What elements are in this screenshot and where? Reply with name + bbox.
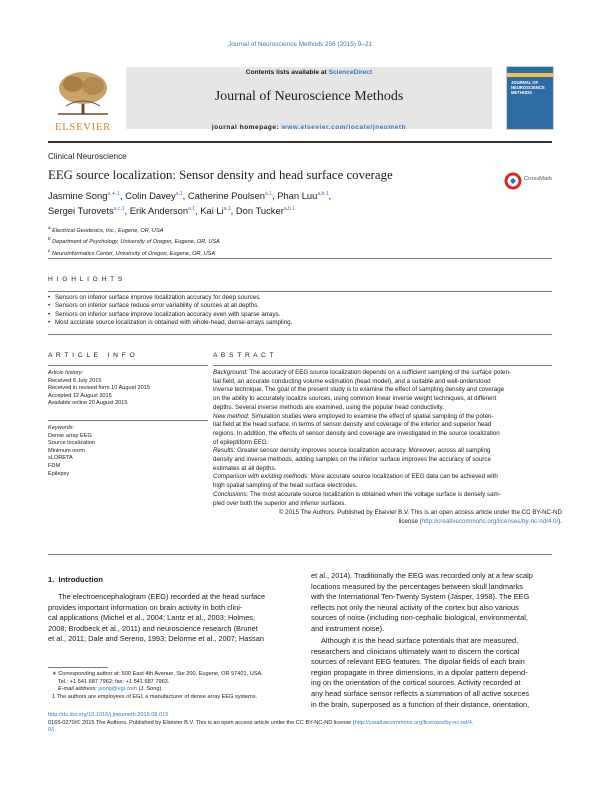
author-name: Sergei Turovets	[48, 205, 114, 216]
author-name: Jasmine Song	[48, 190, 108, 201]
contents-line	[126, 69, 492, 76]
abstract-line: depths. Several inverse methods are examined, using the popular head conductivity.	[213, 403, 445, 411]
abstract-line: inverse technique. The goal of the present study is to examine the effect of sampling density and coverage	[213, 386, 505, 394]
keyword-item: Dense array EEG	[48, 432, 92, 439]
highlights-list	[48, 294, 552, 328]
keyword-item: Source localization	[48, 440, 95, 447]
affiliation-item: $^c$ NeuroInformatics Center, University of Oregon, Eugene, OR, USA	[48, 247, 216, 257]
author-sep: ,	[195, 205, 201, 216]
article-info-heading: A R T I C L E I N F O	[48, 352, 136, 359]
abstract-line: high spatial sampling of the head surface electrodes.	[213, 482, 358, 490]
keyword-item: FDM	[48, 462, 61, 469]
footnote-phone: Tel.: +1 541 687 7962; fax: +1 541 687 7963.	[58, 678, 170, 685]
elsevier-logo	[48, 66, 118, 133]
abstract-line: Conclusions: The most accurate source localization is obtained when the voltage surface is densely sam-	[213, 490, 501, 498]
keywords-label: Keywords:	[48, 425, 75, 431]
abstract-line: on the ability to accurately localize sources, using common linear inverse weight techniques, at different	[213, 395, 497, 403]
homepage-line	[126, 124, 492, 131]
article-history	[48, 370, 208, 408]
author-sup[interactable]: a,b,1	[317, 190, 329, 197]
history-item: Available online 20 August 2015	[48, 400, 128, 407]
abstract-line: New method: Simulation studies were employed to examine the effect of spatial sampling of the poten-	[213, 412, 494, 420]
intro-left-paragraph	[48, 592, 299, 645]
author-sup[interactable]: a,1	[265, 190, 272, 197]
homepage-label: journal homepage:	[211, 124, 282, 131]
abstract-bottom-rule	[48, 554, 552, 555]
body-line: region propagate in three dimensions, in a dipolar pattern depend-	[311, 667, 528, 677]
homepage-url[interactable]: www.elsevier.com/locate/jneumeth	[281, 124, 407, 131]
doi-link[interactable]: http://dx.doi.org/10.1016/j.jneumeth.2015.08.015	[48, 712, 169, 718]
body-line: sources of relevant EEG features. The dipolar fields of each brain	[311, 657, 525, 667]
elsevier-tree-icon	[48, 66, 118, 118]
article-info-rule	[48, 365, 208, 366]
sciencedirect-link[interactable]: ScienceDirect	[328, 69, 373, 76]
footnote-corresponding: ∗ Corresponding author at: 500 East 4th Avenue, Ste 200, Eugene, OR 97401, USA.	[52, 671, 263, 677]
author-sep: ,	[271, 190, 278, 201]
author-sep: ,	[182, 190, 188, 201]
history-item: Received 6 July 2015	[48, 377, 102, 384]
author-name: Colin Davey	[125, 190, 176, 201]
body-line: et al., 2011; Dale and Sereno, 1993; Delorme et al., 2007; Hassan	[48, 634, 264, 644]
body-line: with the International Ten-Twenty System (Jasper, 1958). The EEG	[311, 592, 530, 602]
author-sup[interactable]: a,c,1	[113, 205, 125, 212]
body-line: 2008; Brodbeck et al., 2011) and neuroscience research (Brunet	[48, 623, 258, 633]
author-sep: ,	[230, 205, 236, 216]
author-name: Don Tucker	[235, 205, 284, 216]
journal-cover	[506, 66, 554, 130]
footer-license-link[interactable]: http://creativecommons.org/licenses/by-nc-nd/4.	[354, 719, 474, 726]
crossmark-label: CrossMark	[524, 176, 553, 182]
abstract-line: of epileptiform EEG.	[213, 438, 269, 446]
author-sup[interactable]: a,1	[223, 205, 231, 212]
email-link[interactable]: jsong@egi.com	[98, 686, 138, 693]
crossmark-icon[interactable]	[504, 172, 522, 190]
abstract-line: Background: The accuracy of EEG source localization depends on a sufficient sampling of the surface poten-	[213, 369, 511, 376]
footnote-rule	[48, 667, 108, 668]
body-line: sources of noise (including non-cephalic biological, environmental,	[311, 613, 528, 623]
abstract-line: density and inverse methods, adding samples on the inferior surface improves the accuracy of source	[213, 456, 491, 464]
footer	[48, 712, 553, 735]
keyword-item: Minimum norm	[48, 447, 85, 454]
cover-stripe	[507, 73, 553, 77]
author-name: Catherine Poulsen	[187, 190, 266, 201]
keywords	[48, 425, 208, 478]
author-sup[interactable]: a,b,1	[283, 205, 295, 212]
history-rule	[48, 420, 208, 421]
affiliation-item: $^a$ Electrical Geodesics, Inc., Eugene, OR, USA	[48, 225, 164, 234]
intro-right-paragraph-2	[311, 636, 553, 710]
footnote-note1: 1 The authors are employees of EGI, a manufacturer of dense array EEG systems.	[52, 693, 258, 700]
body-line: locations measured by the percentages between skull landmarks	[311, 581, 523, 591]
footnote-email: E-mail address: jsong@egi.com (J. Song).	[58, 686, 163, 693]
body-line: ing on the orientation of the cortical sources. Activity recorded at	[311, 678, 521, 688]
body-line: Although it is the head surface potentials that are measured,	[321, 636, 519, 645]
intro-right-paragraph-1	[311, 571, 553, 635]
authors-line-2	[48, 205, 295, 216]
elsevier-wordmark: ELSEVIER	[55, 122, 111, 133]
introduction-heading: 1. Introduction	[48, 575, 103, 584]
author-sep: ,	[124, 205, 130, 216]
cover-title: JOURNAL OF NEUROSCIENCE METHODS	[511, 80, 545, 96]
author-sep: ,	[328, 190, 332, 201]
header-rule	[48, 141, 552, 143]
abstract-line: tial field, an accurate conducting volume estimation (head model), and a suitable and well-understood	[213, 377, 491, 385]
license-link[interactable]: http://creativecommons.org/licenses/by-nc-nd/4.0/	[421, 517, 559, 525]
affiliation-item: $^b$ Department of Psychology, University of Oregon, Eugene, OR, USA	[48, 236, 220, 246]
keyword-item: sLORETA	[48, 455, 73, 462]
author-name: Kai Li	[200, 205, 224, 216]
author-name: Phan Luu	[277, 190, 318, 201]
journal-citation[interactable]: Journal of Neuroscience Methods 256 (2015) 9–21	[228, 41, 372, 48]
body-line: et al., 2014). Traditionally the EEG was recorded only at a few scalp	[311, 571, 533, 580]
highlight-item: • Most accurate source localization is obtained with whole-head, dense-arrays sampling.	[48, 319, 552, 327]
abstract-line: pled over both the superior and inferior surfaces.	[213, 499, 347, 507]
authors-line-1	[48, 190, 331, 201]
abstract-line: estimates at all depths.	[213, 464, 277, 472]
author-name: Erik Anderson	[129, 205, 189, 216]
issn-line: 0165-0270/© 2015 The Authors. Published by Elsevier B.V. This is an open access article under the CC BY-NC-ND license (http://creativecommons.org/licenses/by-nc-nd/4.	[48, 719, 474, 726]
highlights-rule-bottom	[48, 334, 552, 335]
abstract-copyright: © 2015 The Authors. Published by Elsevier B.V. This is an open access article under the CC BY-NC-ND	[278, 509, 562, 517]
author-sup[interactable]: a,1	[175, 190, 183, 197]
abstract-line: tial field at the head surface, in terms of sensor density and coverage of the inferior and superior head	[213, 421, 492, 429]
journal-title: Journal of Neuroscience Methods	[214, 89, 404, 104]
abstract-license: license (http://creativecommons.org/licenses/by-nc-nd/4.0/).	[398, 517, 562, 525]
body-line: The electroencephalogram (EEG) recorded at the head surface	[58, 592, 266, 601]
body-line: in the brain, superposed as a function of their distance, orientation,	[311, 699, 530, 709]
highlights-rule-top	[48, 291, 552, 292]
crossmark-badge[interactable]	[504, 170, 564, 192]
keyword-item: Epilepsy	[48, 470, 70, 477]
body-line: provides important information on brain activity in both clini-	[48, 602, 243, 612]
body-line: reflects not only the neural activity of the cortex but also various	[311, 602, 519, 612]
author-sep: ,	[119, 190, 126, 201]
history-item: Accepted 12 August 2015	[48, 392, 112, 399]
history-item: Received in revised form 10 August 2015	[48, 385, 150, 392]
section-label: Clinical Neuroscience	[48, 152, 127, 161]
body-line: cal applications (Michel et al., 2004; Lantz et al., 2003; Holmes,	[48, 613, 256, 623]
abstract-line: Comparison with existing methods: More accurate source localization of EEG data can be achieved with	[213, 473, 498, 481]
abstract-line: Results: Greater sensor density improves source localization accuracy. Moreover, across all sampling	[213, 447, 491, 455]
body-line: any head surface sensor reflects a summation of all active sources	[311, 688, 530, 698]
footer-license-end[interactable]: 0/).	[48, 727, 57, 734]
contents-prefix: Contents lists available at	[245, 69, 329, 76]
author-sup[interactable]: a,∗,1	[107, 190, 120, 197]
abstract-heading: A B S T R A C T	[213, 352, 275, 359]
footnotes	[52, 671, 302, 701]
history-label: Article history:	[48, 370, 84, 376]
highlights-heading: H I G H L I G H T S	[48, 276, 124, 283]
body-line: and instrument noise).	[311, 623, 385, 633]
body-line: researchers and clinicians ultimately want to discern the cortical	[311, 646, 520, 656]
author-sup[interactable]: a,1	[188, 205, 196, 212]
abstract-rule	[213, 365, 552, 366]
highlight-item: • Sensors on inferior surface reduce error variability of sources at all depths.	[48, 302, 552, 310]
abstract-body	[213, 369, 562, 527]
highlight-item: • Sensors on inferior surface improve localization accuracy for deep sources.	[48, 294, 552, 302]
article-title: EEG source localization: Sensor density and head surface coverage	[48, 168, 393, 182]
abstract-line: regions. In addition, the effects of sensor density and coverage are investigated in the source localization	[213, 429, 500, 437]
title-rule	[48, 258, 552, 259]
highlight-item: • Sensors on inferior surface improve localization accuracy even with sparse arrays.	[48, 311, 552, 319]
affiliations	[48, 224, 220, 258]
